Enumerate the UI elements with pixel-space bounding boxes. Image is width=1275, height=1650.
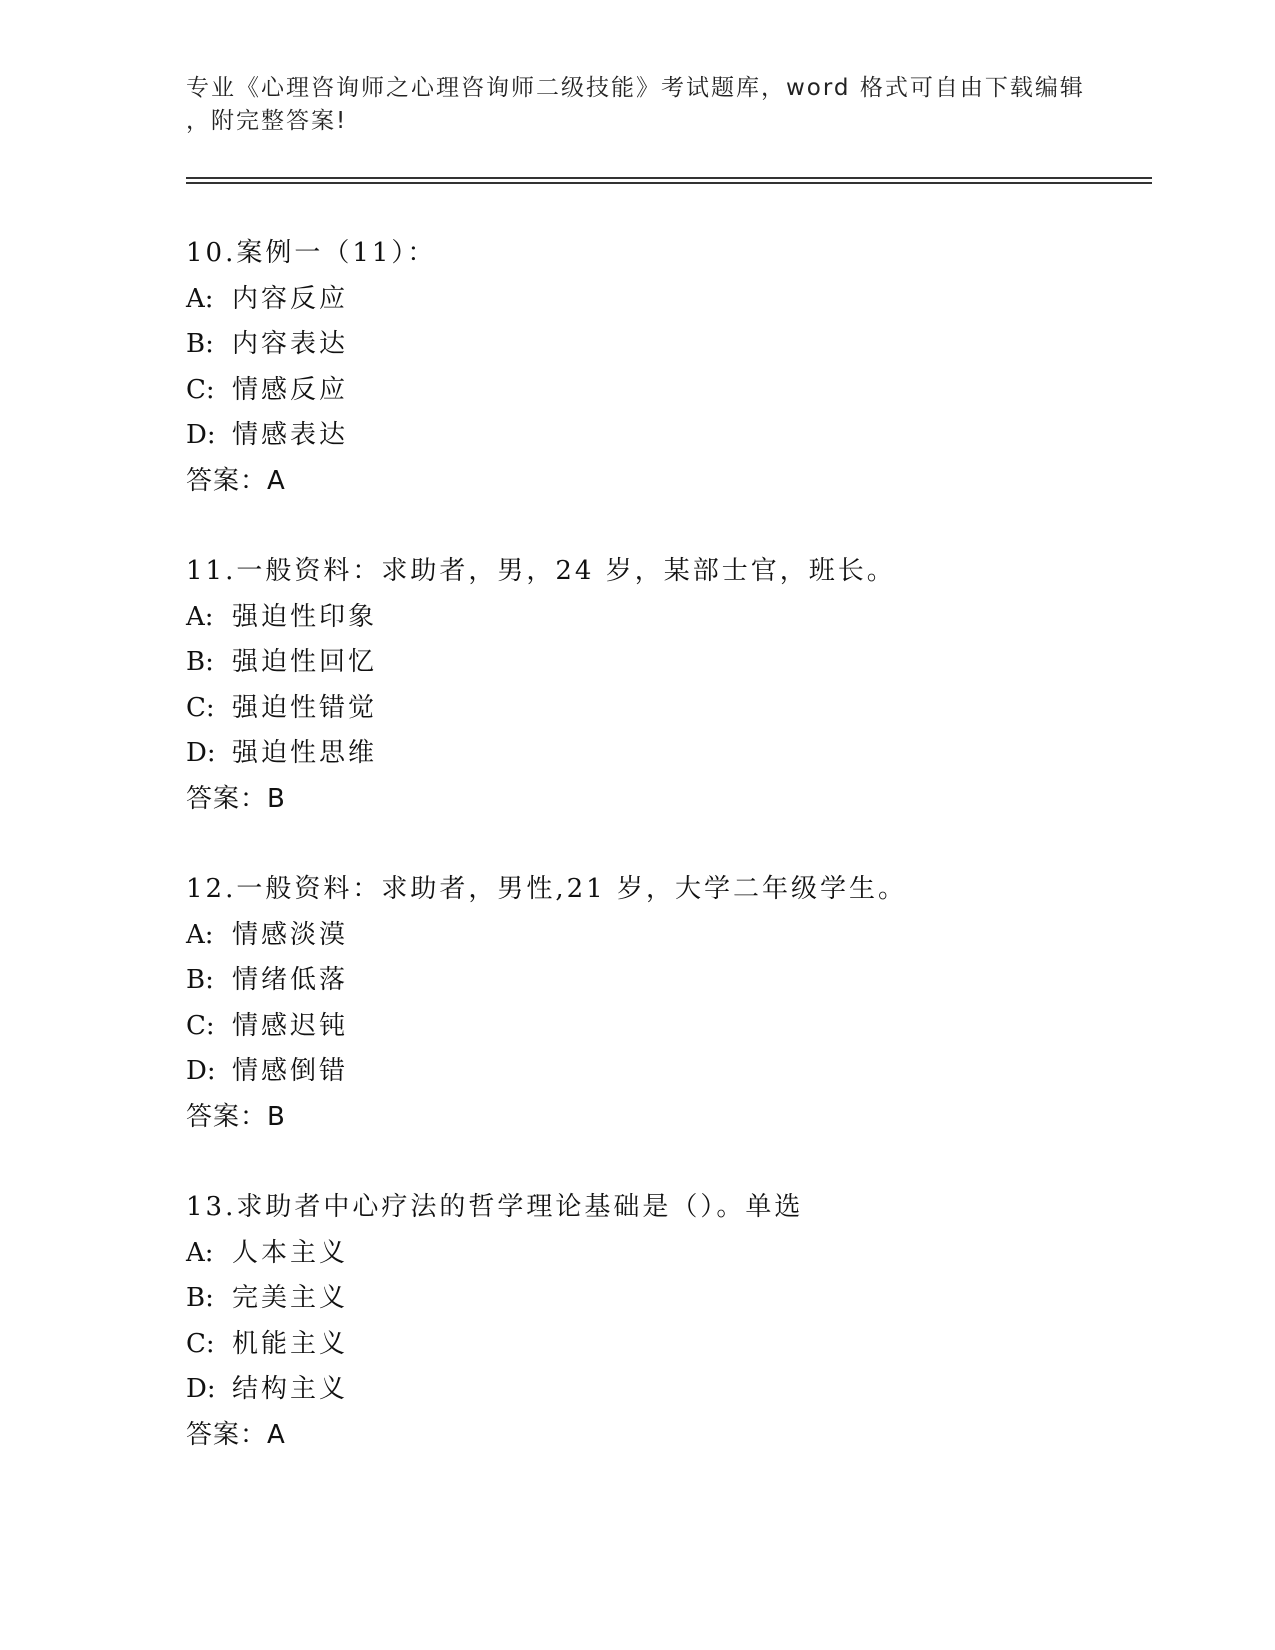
option-text: 情绪低落 bbox=[232, 965, 349, 995]
option-c bbox=[186, 686, 1136, 732]
option-c bbox=[186, 368, 1136, 414]
option-text: 人本主义 bbox=[232, 1237, 349, 1268]
answer: 答案：A bbox=[186, 465, 286, 496]
option-text: 强迫性印象 bbox=[232, 601, 378, 632]
option-text: 强迫性思维 bbox=[232, 738, 378, 768]
option-label: D: bbox=[186, 1056, 216, 1086]
option-text: 情感表达 bbox=[232, 420, 349, 450]
option-text: 情感倒错 bbox=[232, 1056, 349, 1086]
question-11 bbox=[186, 549, 1136, 822]
option-label: A: bbox=[186, 919, 214, 950]
question-stem: 12.一般资料：求助者，男性,21 岁，大学二年级学生。 bbox=[186, 874, 907, 904]
option-d bbox=[186, 731, 1136, 777]
question-stem: 10.案例一（11）： bbox=[186, 238, 437, 268]
option-text: 机能主义 bbox=[232, 1328, 349, 1359]
option-label: A: bbox=[186, 1237, 214, 1268]
header-divider-bottom bbox=[186, 182, 1152, 184]
question-10 bbox=[186, 231, 1136, 504]
option-a bbox=[186, 1231, 1136, 1277]
header-divider-top bbox=[186, 177, 1152, 179]
document-header bbox=[186, 72, 1086, 138]
question-12 bbox=[186, 867, 1136, 1140]
answer: 答案：B bbox=[186, 1101, 286, 1132]
option-text: 情感反应 bbox=[232, 374, 349, 405]
option-c bbox=[186, 1004, 1136, 1050]
option-label: A: bbox=[186, 601, 214, 632]
option-text: 结构主义 bbox=[232, 1374, 349, 1404]
option-label: A: bbox=[186, 283, 214, 314]
option-a bbox=[186, 277, 1136, 323]
option-d bbox=[186, 1049, 1136, 1095]
option-text: 内容反应 bbox=[232, 283, 349, 314]
option-text: 内容表达 bbox=[232, 329, 349, 359]
option-label: C: bbox=[186, 1328, 215, 1359]
option-text: 情感迟钝 bbox=[232, 1010, 349, 1041]
option-b bbox=[186, 640, 1136, 686]
option-label: B: bbox=[186, 965, 214, 995]
option-b bbox=[186, 958, 1136, 1004]
option-b bbox=[186, 322, 1136, 368]
option-label: D: bbox=[186, 1374, 216, 1404]
answer: 答案：B bbox=[186, 783, 286, 814]
option-c bbox=[186, 1322, 1136, 1368]
option-label: C: bbox=[186, 1010, 215, 1041]
question-stem: 11.一般资料：求助者，男，24 岁，某部士官，班长。 bbox=[186, 556, 896, 586]
option-label: C: bbox=[186, 692, 215, 723]
question-13 bbox=[186, 1185, 1136, 1458]
option-b bbox=[186, 1276, 1136, 1322]
question-stem: 13.求助者中心疗法的哲学理论基础是（）。单选 bbox=[186, 1192, 804, 1222]
option-d bbox=[186, 1367, 1136, 1413]
option-text: 完美主义 bbox=[232, 1283, 349, 1313]
option-a bbox=[186, 595, 1136, 641]
option-a bbox=[186, 913, 1136, 959]
option-text: 强迫性错觉 bbox=[232, 692, 378, 723]
option-label: D: bbox=[186, 738, 216, 768]
header-line-1: 专业《心理咨询师之心理咨询师二级技能》考试题库，word 格式可自由下载编辑 bbox=[186, 75, 1085, 101]
option-label: D: bbox=[186, 420, 216, 450]
option-label: C: bbox=[186, 374, 215, 405]
option-label: B: bbox=[186, 1283, 214, 1313]
option-d bbox=[186, 413, 1136, 459]
answer: 答案：A bbox=[186, 1419, 286, 1450]
option-label: B: bbox=[186, 329, 214, 359]
option-label: B: bbox=[186, 647, 214, 677]
option-text: 情感淡漠 bbox=[232, 919, 349, 950]
option-text: 强迫性回忆 bbox=[232, 647, 378, 677]
header-line-2: ，附完整答案! bbox=[186, 108, 348, 134]
